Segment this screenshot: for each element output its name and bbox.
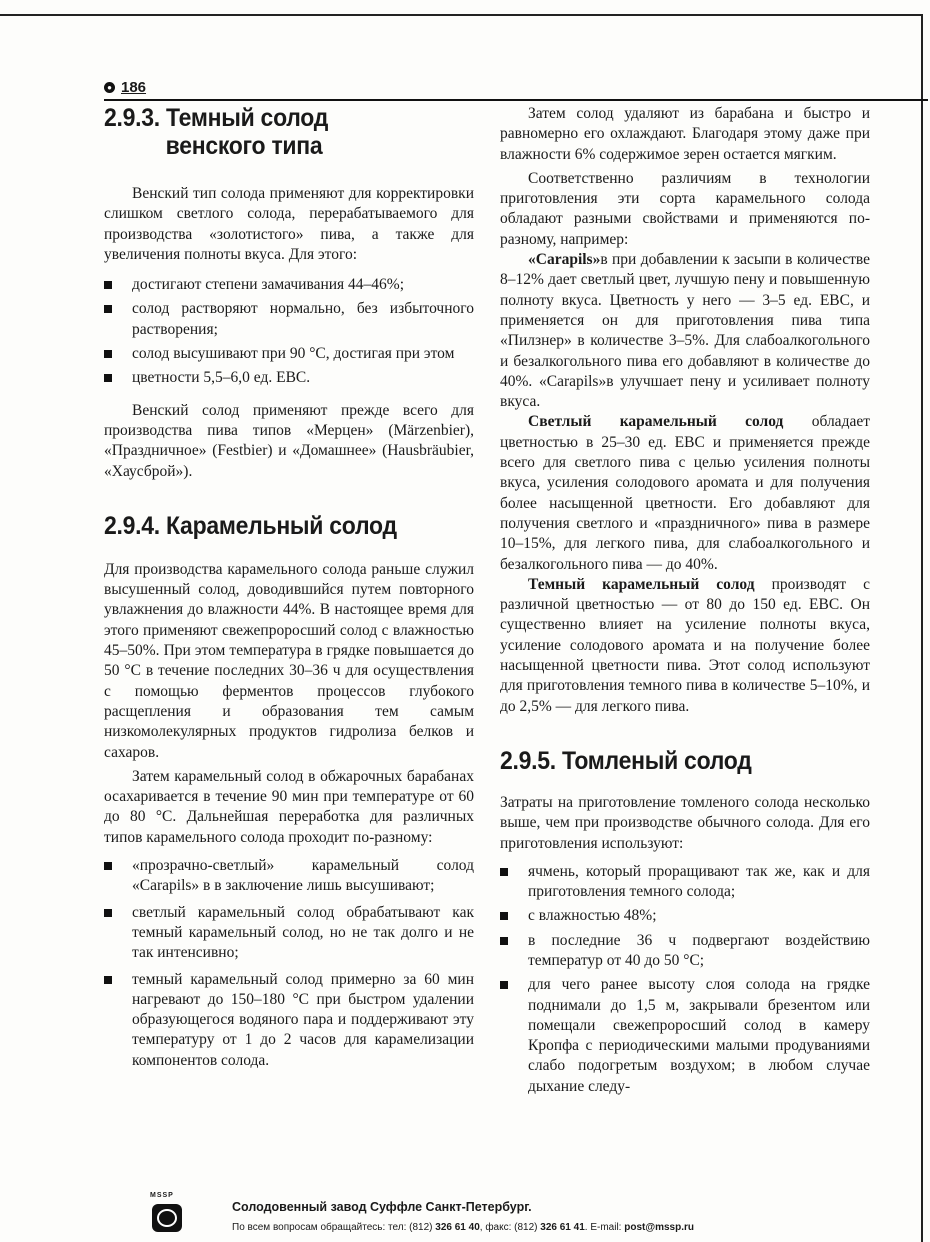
paragraph: Затем карамельный солод в обжарочных барабанах осахаривается в течение 90 мин при температуре от 60 до 80 °С. Дальнейшая переработка для различных типов карамельного солода проходит по-разному: [104,767,474,846]
paragraph: Светлый карамельный солод обладает цветностью в 25–30 ед. ЕВС и применяется прежде всего для светлого пива с целью усиления полноты вкуса, усиления солодового аромата и для получения более насыщенной цветности. Его добавляют для получения светлого и «праздничного» пива в размере 10–15%, для легкого пива, для слабоалкогольного и безалкогольного пива — до 40%. [500,413,870,573]
paragraph: Темный карамельный солод производят с различной цветностью — от 80 до 150 ед. ЕВС. Он существенно влияет на усиление полноты вкуса, усиление солодового аромата и на получение более насыщенной цветности пива. Этот солод используют для приготовления темного пива в количестве 5–10%, и до 2,5% — для легкого пива. [500,575,870,715]
page-marker-icon: ● [104,82,115,93]
scan-border-top [0,14,922,16]
paragraph: Для производства карамельного солода раньше служил высушенный солод, доводившийся путем повторного увлажнения до влажности 44%. В настоящее время для этого применяют свежепроросший солод с влажностью 45–50%. При этом температура в грядке повышается до 50 °С в течение последних 30–36 ч для осуществления с помощью ферментов процессов глубокого расщепления и образования тем самым низкомолекулярных продуктов гидролиза белков и сахаров. [104,560,474,761]
list-item: ячмень, который проращивают так же, как и для приготовления темного солода; [500,862,870,903]
bullet-icon [104,281,112,289]
paragraph: «Carapils»в при добавлении к засыпи в количестве 8–12% дает светлый цвет, лучшую пену и повышенную полноту вкуса. Цветность у него — 3–5 ед. ЕВС, и применяется он для приготовления пива типа «Пилзнер» в количестве 3–5%. Для слабоалкогольного и безалкогольного пива его добавляют в количестве до 40%. «Carapils»в улучшает пену и усиливает полноту вкуса. [500,251,870,411]
section-number: 2.9.3. [104,104,160,132]
section-heading-2-9-4 [104,512,444,540]
scan-border-right [921,14,923,1242]
bullet-icon [500,937,508,945]
paragraph: Венский тип солода применяют для корректировки слишком светлого солода, перерабатываемого для производства «золотистого» пива, а также для увеличения полноты вкуса. Для этого: [104,185,474,263]
right-column [500,104,870,1097]
section-number: 2.9.5. [500,746,556,775]
bullet-icon [500,868,508,876]
footer-phone: 326 61 40 [435,1222,480,1233]
logo-icon [152,1204,182,1232]
bullet-list [104,856,474,1071]
page-number [104,79,146,96]
list-item: цветности 5,5–6,0 ед. ЕВС. [104,368,474,388]
footer-contact-line: По всем вопросам обращайтесь: тел: (812) 326 61 40, факс: (812) 326 61 41. E-mail: post@mssp.ru [232,1222,694,1233]
section-heading-2-9-3 [104,104,444,160]
paragraph: Венский солод применяют прежде всего для производства пива типов «Мерцен» (Märzenbier), «Праздничное» (Festbier) и «Домашнее» (Hausbräubier, «Хаусброй»). [104,401,474,480]
list-item: для чего ранее высоту слоя солода на грядке поднимали до 1,5 м, закрывали брезентом или помещали свежепроросший солод в камеру Кропфа с периодическими малыми продуваниями слабо подогретым воздухом; в любом случае дыхание следу- [500,975,870,1097]
term-light-caramel: Светлый карамельный солод [528,413,784,431]
section-title: Томленый солод [562,746,752,775]
footer-email: post@mssp.ru [624,1222,694,1233]
bullet-icon [500,912,508,920]
page-footer [150,1190,910,1240]
section-number: 2.9.4. [104,511,160,540]
bullet-icon [104,350,112,358]
bullet-icon [500,981,508,989]
page-number-text: 186 [121,79,147,96]
company-logo [150,1192,184,1236]
bullet-list [104,275,474,388]
list-item: светлый карамельный солод обрабатывают как темный карамельный солод, но не так долго и не так интенсивно; [104,903,474,964]
term-dark-caramel: Темный карамельный солод [528,575,755,593]
section-heading-2-9-5 [500,747,840,775]
bullet-icon [104,976,112,984]
section-title-line2: венского типа [165,132,323,160]
list-item: темный карамельный солод примерно за 60 мин нагревают до 150–180 °С при быстром удалении образующегося водяного пара и поддерживают эту температуру от 1 до 2 часов для карамелизации компонентов солода. [104,970,474,1071]
bullet-icon [104,909,112,917]
list-item: с влажностью 48%; [500,906,870,926]
paragraph: Затраты на приготовление томленого солода несколько выше, чем при производстве обычного солода. Для его приготовления используют: [500,793,870,852]
logo-text: MSSP [150,1192,174,1199]
list-item: солод растворяют нормально, без избыточного растворения; [104,299,474,340]
bullet-icon [104,862,112,870]
paragraph: Затем солод удаляют из барабана и быстро и равномерно его охлаждают. Благодаря этому даже при влажности 6% содержимое зерен остается мягким. [500,105,870,163]
list-item: достигают степени замачивания 44–46%; [104,275,474,295]
section-title-line1: Темный солод [166,104,329,132]
term-carapils: «Carapils» [528,251,601,269]
page-header [104,79,928,101]
bullet-icon [104,374,112,382]
list-item: «прозрачно-светлый» карамельный солод «Carapils» в в заключение лишь высушивают; [104,856,474,897]
footer-fax: 326 61 41 [540,1222,585,1233]
list-item: в последние 36 ч подвергают воздействию температур от 40 до 50 °С; [500,931,870,972]
bullet-icon [104,305,112,313]
bullet-list [500,862,870,1097]
paragraph: Соответственно различиям в технологии приготовления эти сорта карамельного солода обладают разными свойствами и применяются по-разному, например: [500,169,870,248]
list-item: солод высушивают при 90 °С, достигая при этом [104,344,474,364]
left-column [104,104,474,1071]
footer-company-line: Солодовенный завод Суффле Санкт-Петербург. [232,1200,532,1214]
section-title: Карамельный солод [166,511,397,540]
